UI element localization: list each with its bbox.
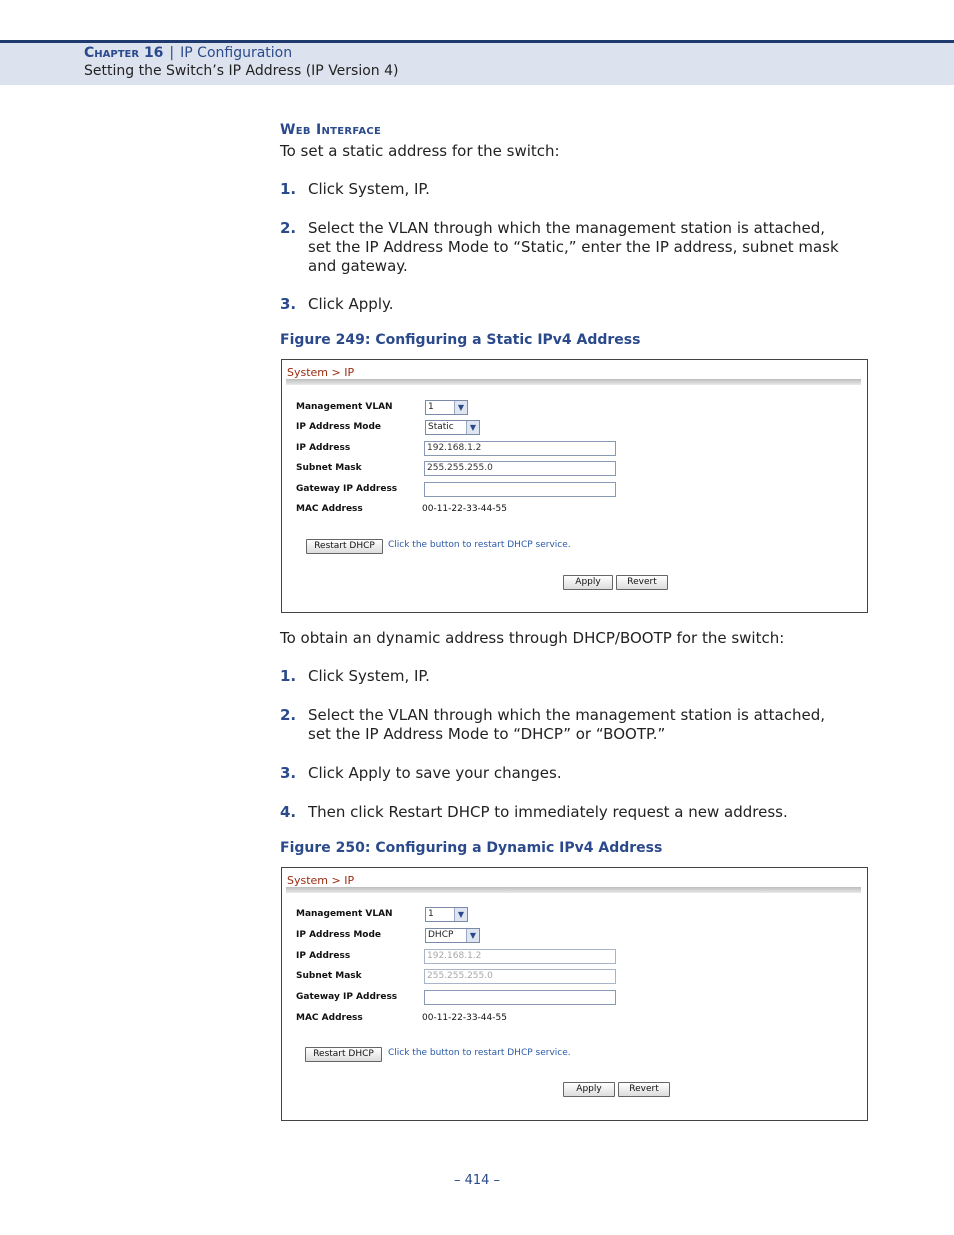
management-vlan-label: Management VLAN [296, 909, 393, 919]
ip-address-mode-value: Static [428, 422, 454, 432]
step-number: 3. [280, 295, 297, 313]
restart-dhcp-hint: Click the button to restart DHCP service. [388, 540, 571, 550]
mac-address-value: 00-11-22-33-44-55 [422, 504, 507, 514]
apply-button[interactable]: Apply [563, 575, 613, 590]
gateway-input[interactable] [424, 482, 616, 497]
subnet-mask-label: Subnet Mask [296, 463, 362, 473]
chevron-down-icon: ▼ [454, 401, 467, 414]
ip-address-mode-select[interactable] [425, 420, 480, 435]
step-text: Select the VLAN through which the management station is attached, set the IP Address Mode to “DHCP” or “BOOTP.” [308, 706, 826, 743]
title-divider [286, 887, 861, 893]
step-text: Then click Restart DHCP to immediately request a new address. [308, 803, 788, 821]
mac-address-label: MAC Address [296, 504, 363, 514]
breadcrumb: System > IP [287, 874, 355, 887]
section-subtitle: Setting the Switch’s IP Address (IP Version 4) [84, 63, 399, 79]
management-vlan-value: 1 [428, 402, 434, 412]
step-text: Click System, IP. [308, 180, 430, 198]
breadcrumb: System > IP [287, 366, 355, 379]
ip-address-mode-select[interactable] [425, 928, 480, 943]
step-text: Click System, IP. [308, 667, 430, 685]
title-divider [286, 379, 861, 385]
step-text: Click Apply to save your changes. [308, 764, 562, 782]
intro-static: To set a static address for the switch: [280, 142, 560, 160]
ip-address-mode-value: DHCP [428, 930, 454, 940]
chevron-down-icon: ▼ [466, 929, 479, 942]
chapter-number: Chapter 16 [84, 45, 164, 61]
step-text: Click Apply. [308, 295, 394, 313]
figure-249-caption: Figure 249: Configuring a Static IPv4 Address [280, 332, 641, 348]
intro-dynamic: To obtain an dynamic address through DHCP/BOOTP for the switch: [280, 629, 785, 647]
ip-address-input[interactable]: 192.168.1.2 [424, 949, 616, 964]
chevron-down-icon: ▼ [466, 421, 479, 434]
step-number: 1. [280, 180, 297, 198]
restart-dhcp-hint: Click the button to restart DHCP service. [388, 1048, 571, 1058]
figure-250-caption: Figure 250: Configuring a Dynamic IPv4 Address [280, 840, 663, 856]
ip-address-mode-label: IP Address Mode [296, 422, 382, 432]
step-number: 4. [280, 803, 297, 821]
ip-address-mode-label: IP Address Mode [296, 930, 382, 940]
figure-249-screenshot [281, 359, 868, 613]
ip-address-input[interactable]: 192.168.1.2 [424, 441, 616, 456]
management-vlan-label: Management VLAN [296, 402, 393, 412]
step-number: 2. [280, 219, 297, 237]
step-number: 1. [280, 667, 297, 685]
chevron-down-icon: ▼ [454, 908, 467, 921]
ip-address-label: IP Address [296, 951, 351, 961]
subnet-mask-input[interactable]: 255.255.255.0 [424, 969, 616, 984]
chapter-title: IP Configuration [180, 45, 293, 61]
chapter-heading [84, 45, 292, 61]
management-vlan-select[interactable] [425, 400, 468, 415]
step-text: Select the VLAN through which the management station is attached, set the IP Address Mode to “Static,” enter the IP address, subnet mask and gateway. [308, 219, 839, 275]
restart-dhcp-button[interactable]: Restart DHCP [306, 539, 383, 554]
mac-address-value: 00-11-22-33-44-55 [422, 1013, 507, 1023]
revert-button[interactable]: Revert [616, 575, 668, 590]
figure-250-screenshot [281, 867, 868, 1121]
management-vlan-value: 1 [428, 909, 434, 919]
ip-address-label: IP Address [296, 443, 351, 453]
subnet-mask-label: Subnet Mask [296, 971, 362, 981]
page-number: – 414 – [453, 1173, 501, 1188]
revert-button[interactable]: Revert [618, 1082, 670, 1097]
management-vlan-select[interactable] [425, 907, 468, 922]
gateway-label: Gateway IP Address [296, 484, 398, 494]
gateway-input[interactable] [424, 990, 616, 1005]
section-title: Web Interface [280, 122, 382, 138]
step-number: 3. [280, 764, 297, 782]
subnet-mask-input[interactable]: 255.255.255.0 [424, 461, 616, 476]
apply-button[interactable]: Apply [563, 1082, 615, 1097]
mac-address-label: MAC Address [296, 1013, 363, 1023]
header-separator: | [169, 45, 175, 61]
gateway-label: Gateway IP Address [296, 992, 398, 1002]
restart-dhcp-button[interactable]: Restart DHCP [305, 1047, 382, 1062]
step-number: 2. [280, 706, 297, 724]
